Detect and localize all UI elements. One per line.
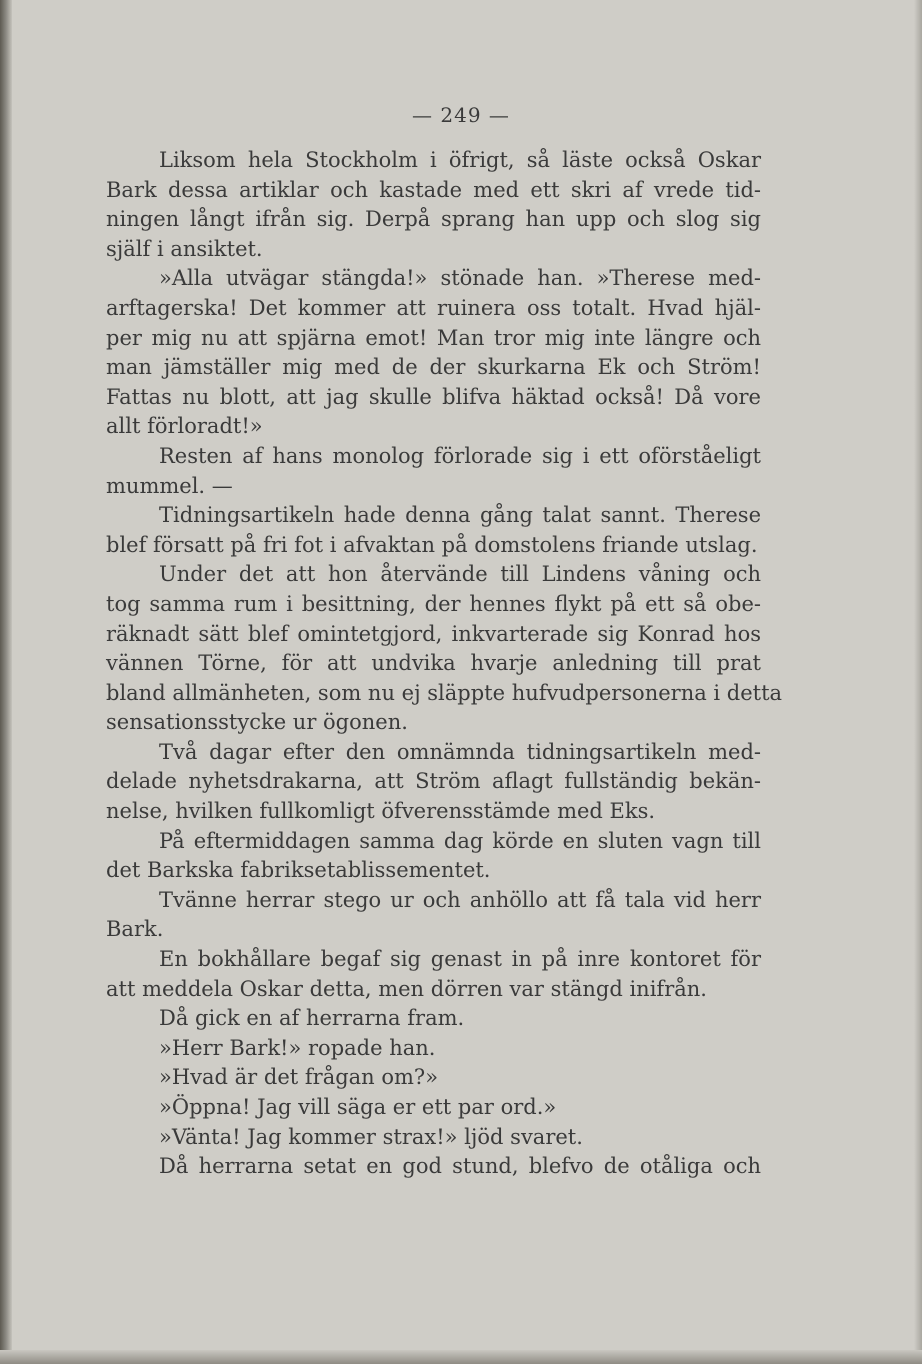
text-line: Bark.	[106, 917, 164, 942]
text-line: per mig nu att spjärna emot! Man tror mig inte längre och	[106, 325, 761, 350]
text-line: delade nyhetsdrakarna, att Ström aflagt fullständig bekän-	[106, 769, 761, 794]
text-line: att meddela Oskar detta, men dörren var stängd inifrån.	[106, 976, 707, 1001]
text-line: En bokhållare begaf sig genast in på inre kontoret för	[159, 947, 761, 972]
text-line: »Herr Bark!» ropade han.	[159, 1035, 436, 1060]
text-line: Tvänne herrar stego ur och anhöllo att få tala vid herr	[159, 887, 761, 912]
text-line: vännen Törne, för att undvika hvarje anledning till prat	[106, 651, 761, 676]
text-line: mummel. —	[106, 473, 233, 498]
text-line: ningen långt ifrån sig. Derpå sprang han upp och slog sig	[106, 207, 761, 232]
text-line: bland allmänheten, som nu ej släppte hufvudpersonerna i detta	[106, 680, 783, 705]
text-line: Tidningsartikeln hade denna gång talat sannt. Therese	[159, 503, 761, 528]
text-line: Bark dessa artiklar och kastade med ett skri af vrede tid-	[106, 177, 761, 202]
text-line: Två dagar efter den omnämnda tidningsartikeln med-	[159, 739, 761, 764]
text-line: arftagerska! Det kommer att ruinera oss totalt. Hvad hjäl-	[106, 295, 761, 320]
text-line: sensationsstycke ur ögonen.	[106, 710, 408, 735]
text-line: Fattas nu blott, att jag skulle blifva häktad också! Då vore	[106, 384, 761, 409]
text-line: man jämställer mig med de der skurkarna Ek och Ström!	[106, 355, 761, 380]
text-line: själf i ansiktet.	[106, 236, 263, 261]
text-line: Resten af hans monolog förlorade sig i ett oförståeligt	[159, 443, 761, 468]
text-line: tog samma rum i besittning, der hennes flykt på ett så obe-	[106, 591, 761, 616]
text-line: Då herrarna setat en god stund, blefvo de otåliga och	[159, 1154, 761, 1179]
text-line: »Alla utvägar stängda!» stönade han. »Therese med-	[159, 266, 761, 291]
text-line: allt förloradt!»	[106, 414, 263, 439]
text-line: det Barkska fabriksetablissementet.	[106, 858, 491, 883]
text-line: Under det att hon återvände till Lindens våning och	[159, 562, 761, 587]
text-line: På eftermiddagen samma dag körde en sluten vagn till	[159, 828, 761, 853]
book-spine-shadow	[0, 0, 12, 1364]
text-line: blef försatt på fri fot i afvaktan på domstolens friande utslag.	[106, 532, 758, 557]
text-line: »Öppna! Jag vill säga er ett par ord.»	[159, 1095, 557, 1119]
text-line: Då gick en af herrarna fram.	[159, 1006, 465, 1031]
page-edge-shadow	[914, 0, 922, 1364]
text-line: »Hvad är det frågan om?»	[159, 1065, 439, 1090]
text-line: räknadt sätt blef omintetgjord, inkvarterade sig Konrad hos	[106, 621, 761, 646]
text-line: »Vänta! Jag kommer strax!» ljöd svaret.	[159, 1124, 583, 1149]
page-number: — 249 —	[412, 103, 510, 127]
text-line: nelse, hvilken fullkomligt öfverensstämde med Eks.	[106, 799, 656, 824]
text-line: Liksom hela Stockholm i öfrigt, så läste också Oskar	[159, 148, 761, 172]
body-text	[106, 146, 783, 1182]
bottom-edge-shadow	[0, 1350, 922, 1364]
